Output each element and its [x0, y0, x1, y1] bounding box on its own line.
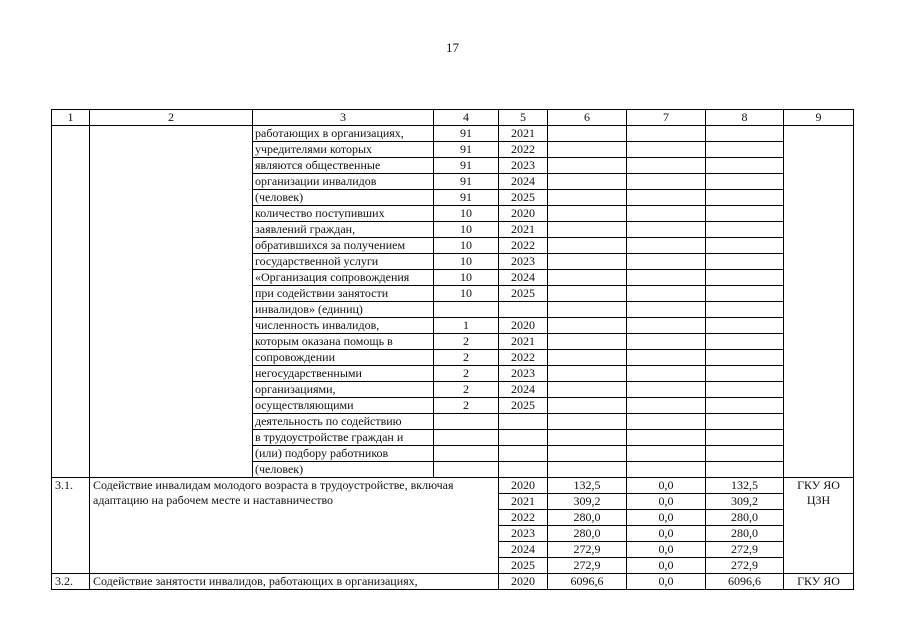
indicator-year: 2024: [499, 382, 548, 398]
measure-col7: 0,0: [627, 494, 706, 510]
measure-col6: 132,5: [548, 478, 627, 494]
indicator-text-line: государственной услуги: [253, 254, 434, 270]
empty-cell: [706, 462, 784, 478]
indicator-year: 2022: [499, 238, 548, 254]
indicator-text-line: осуществляющими: [253, 398, 434, 414]
indicator-text-line: (человек): [253, 190, 434, 206]
indicator-text-line: (или) подбору работников: [253, 446, 434, 462]
indicator-year: 2025: [499, 190, 548, 206]
empty-cell: [548, 158, 627, 174]
empty-cell: [627, 286, 706, 302]
empty-cell: [706, 174, 784, 190]
empty-cell: [90, 126, 253, 478]
empty-cell: [706, 270, 784, 286]
empty-cell: [548, 334, 627, 350]
empty-cell: [627, 142, 706, 158]
empty-cell: [627, 318, 706, 334]
indicator-text-line: в трудоустройстве граждан и: [253, 430, 434, 446]
indicator-text-line: численность инвалидов,: [253, 318, 434, 334]
measure-col8: 309,2: [706, 494, 784, 510]
measure-col7: 0,0: [627, 510, 706, 526]
program-table: [51, 109, 854, 590]
measure-year: 2021: [499, 494, 548, 510]
indicator-text-line: обратившихся за получением: [253, 238, 434, 254]
empty-cell: [548, 366, 627, 382]
header-cell: 4: [434, 110, 499, 126]
indicator-year: 2023: [499, 158, 548, 174]
empty-cell: [548, 270, 627, 286]
empty-cell: [706, 254, 784, 270]
empty-cell: [548, 350, 627, 366]
empty-cell: [627, 302, 706, 318]
indicator-text-line: инвалидов» (единиц): [253, 302, 434, 318]
measure-executor: ГКУ ЯО: [784, 574, 854, 590]
indicator-year: 2021: [499, 126, 548, 142]
indicator-value: 91: [434, 158, 499, 174]
empty-cell: [548, 318, 627, 334]
indicator-value: 2: [434, 350, 499, 366]
empty-cell: [784, 126, 854, 478]
empty-cell: [627, 190, 706, 206]
empty-cell: [706, 398, 784, 414]
empty-cell: [548, 286, 627, 302]
indicator-text-line: работающих в организациях,: [253, 126, 434, 142]
empty-cell: [548, 414, 627, 430]
indicator-text-line: организации инвалидов: [253, 174, 434, 190]
measure-col6: 280,0: [548, 510, 627, 526]
measure-col6: 272,9: [548, 542, 627, 558]
empty-cell: [548, 462, 627, 478]
indicator-text-line: при содействии занятости: [253, 286, 434, 302]
empty-cell: [548, 142, 627, 158]
indicator-text-line: (человек): [253, 462, 434, 478]
empty-cell: [548, 302, 627, 318]
header-cell: 9: [784, 110, 854, 126]
indicator-text-line: «Организация сопровождения: [253, 270, 434, 286]
indicator-text-line: деятельность по содействию: [253, 414, 434, 430]
empty-cell: [706, 430, 784, 446]
indicator-year: 2022: [499, 142, 548, 158]
empty-cell: [548, 174, 627, 190]
empty-cell: [548, 206, 627, 222]
measure-description: Содействие занятости инвалидов, работающих в организациях,: [90, 574, 499, 590]
measure-col6: 6096,6: [548, 574, 627, 590]
measure-year: 2022: [499, 510, 548, 526]
measure-number: 3.1.: [52, 478, 90, 574]
empty-cell: [706, 126, 784, 142]
indicator-text-line: учредителями которых: [253, 142, 434, 158]
indicator-value: 2: [434, 334, 499, 350]
measure-col8: 280,0: [706, 510, 784, 526]
indicator-year: 2025: [499, 398, 548, 414]
empty-cell: [706, 350, 784, 366]
indicator-text-line: организациями,: [253, 382, 434, 398]
measure-col7: 0,0: [627, 478, 706, 494]
indicator-year: [499, 430, 548, 446]
empty-cell: [548, 398, 627, 414]
measure-col6: 280,0: [548, 526, 627, 542]
empty-cell: [548, 430, 627, 446]
empty-cell: [706, 206, 784, 222]
indicator-text-line: являются общественные: [253, 158, 434, 174]
empty-cell: [627, 238, 706, 254]
indicator-value: 91: [434, 174, 499, 190]
measure-year: 2020: [499, 574, 548, 590]
measure-year: 2023: [499, 526, 548, 542]
empty-cell: [706, 142, 784, 158]
indicator-year: 2024: [499, 270, 548, 286]
indicator-year: 2021: [499, 334, 548, 350]
empty-cell: [627, 126, 706, 142]
empty-cell: [627, 222, 706, 238]
header-cell: 6: [548, 110, 627, 126]
indicator-value: 10: [434, 206, 499, 222]
empty-cell: [627, 398, 706, 414]
indicator-value: 91: [434, 190, 499, 206]
indicator-value: 91: [434, 142, 499, 158]
indicator-value: 2: [434, 382, 499, 398]
indicator-value: [434, 414, 499, 430]
header-cell: 1: [52, 110, 90, 126]
empty-cell: [548, 190, 627, 206]
measure-col7: 0,0: [627, 558, 706, 574]
indicator-value: 91: [434, 126, 499, 142]
measure-row: [52, 478, 854, 494]
empty-cell: [706, 190, 784, 206]
empty-cell: [548, 238, 627, 254]
empty-cell: [52, 126, 90, 478]
empty-cell: [627, 382, 706, 398]
header-cell: 2: [90, 110, 253, 126]
empty-cell: [627, 446, 706, 462]
indicator-year: 2024: [499, 174, 548, 190]
measure-number: 3.2.: [52, 574, 90, 590]
indicator-value: 10: [434, 254, 499, 270]
measure-col8: 280,0: [706, 526, 784, 542]
empty-cell: [627, 270, 706, 286]
header-cell: 7: [627, 110, 706, 126]
empty-cell: [627, 158, 706, 174]
empty-cell: [706, 286, 784, 302]
empty-cell: [627, 254, 706, 270]
measure-col6: 309,2: [548, 494, 627, 510]
measure-year: 2025: [499, 558, 548, 574]
empty-cell: [627, 414, 706, 430]
empty-cell: [706, 318, 784, 334]
measure-col8: 272,9: [706, 542, 784, 558]
indicator-year: [499, 462, 548, 478]
measure-description: Содействие инвалидам молодого возраста в трудоустройстве, включая адаптацию на рабочем месте и наставничество: [90, 478, 499, 574]
empty-cell: [706, 238, 784, 254]
empty-cell: [548, 254, 627, 270]
empty-cell: [706, 366, 784, 382]
indicator-value: 10: [434, 270, 499, 286]
measure-row: [52, 574, 854, 590]
empty-cell: [548, 222, 627, 238]
empty-cell: [548, 446, 627, 462]
indicator-year: 2023: [499, 254, 548, 270]
indicator-value: 2: [434, 366, 499, 382]
indicator-value: 1: [434, 318, 499, 334]
empty-cell: [706, 382, 784, 398]
measure-col7: 0,0: [627, 526, 706, 542]
indicator-value: [434, 446, 499, 462]
indicator-value: 10: [434, 286, 499, 302]
page-number: 17: [446, 40, 459, 55]
indicator-value: [434, 462, 499, 478]
indicator-year: 2023: [499, 366, 548, 382]
indicator-year: [499, 446, 548, 462]
indicator-row: [52, 126, 854, 142]
empty-cell: [706, 158, 784, 174]
indicator-value: 10: [434, 238, 499, 254]
empty-cell: [706, 222, 784, 238]
indicator-year: 2022: [499, 350, 548, 366]
measure-executor: ГКУ ЯО ЦЗН: [784, 478, 854, 574]
header-cell: 5: [499, 110, 548, 126]
indicator-value: [434, 302, 499, 318]
measure-col8: 6096,6: [706, 574, 784, 590]
indicator-year: [499, 302, 548, 318]
indicator-year: 2025: [499, 286, 548, 302]
measure-col8: 132,5: [706, 478, 784, 494]
empty-cell: [548, 382, 627, 398]
empty-cell: [627, 350, 706, 366]
header-cell: 3: [253, 110, 434, 126]
indicator-year: [499, 414, 548, 430]
empty-cell: [706, 414, 784, 430]
header-row: [52, 110, 854, 126]
measure-col6: 272,9: [548, 558, 627, 574]
indicator-value: 10: [434, 222, 499, 238]
measure-col7: 0,0: [627, 574, 706, 590]
empty-cell: [627, 334, 706, 350]
indicator-value: 2: [434, 398, 499, 414]
indicator-text-line: сопровождении: [253, 350, 434, 366]
empty-cell: [627, 366, 706, 382]
header-cell: 8: [706, 110, 784, 126]
measure-year: 2020: [499, 478, 548, 494]
indicator-value: [434, 430, 499, 446]
indicator-year: 2021: [499, 222, 548, 238]
measure-col8: 272,9: [706, 558, 784, 574]
measure-col7: 0,0: [627, 542, 706, 558]
empty-cell: [627, 174, 706, 190]
empty-cell: [706, 334, 784, 350]
indicator-text-line: заявлений граждан,: [253, 222, 434, 238]
indicator-year: 2020: [499, 206, 548, 222]
indicator-text-line: которым оказана помощь в: [253, 334, 434, 350]
indicator-year: 2020: [499, 318, 548, 334]
empty-cell: [627, 206, 706, 222]
empty-cell: [627, 462, 706, 478]
empty-cell: [706, 446, 784, 462]
indicator-text-line: количество поступивших: [253, 206, 434, 222]
measure-year: 2024: [499, 542, 548, 558]
empty-cell: [706, 302, 784, 318]
empty-cell: [548, 126, 627, 142]
empty-cell: [627, 430, 706, 446]
indicator-text-line: негосударственными: [253, 366, 434, 382]
